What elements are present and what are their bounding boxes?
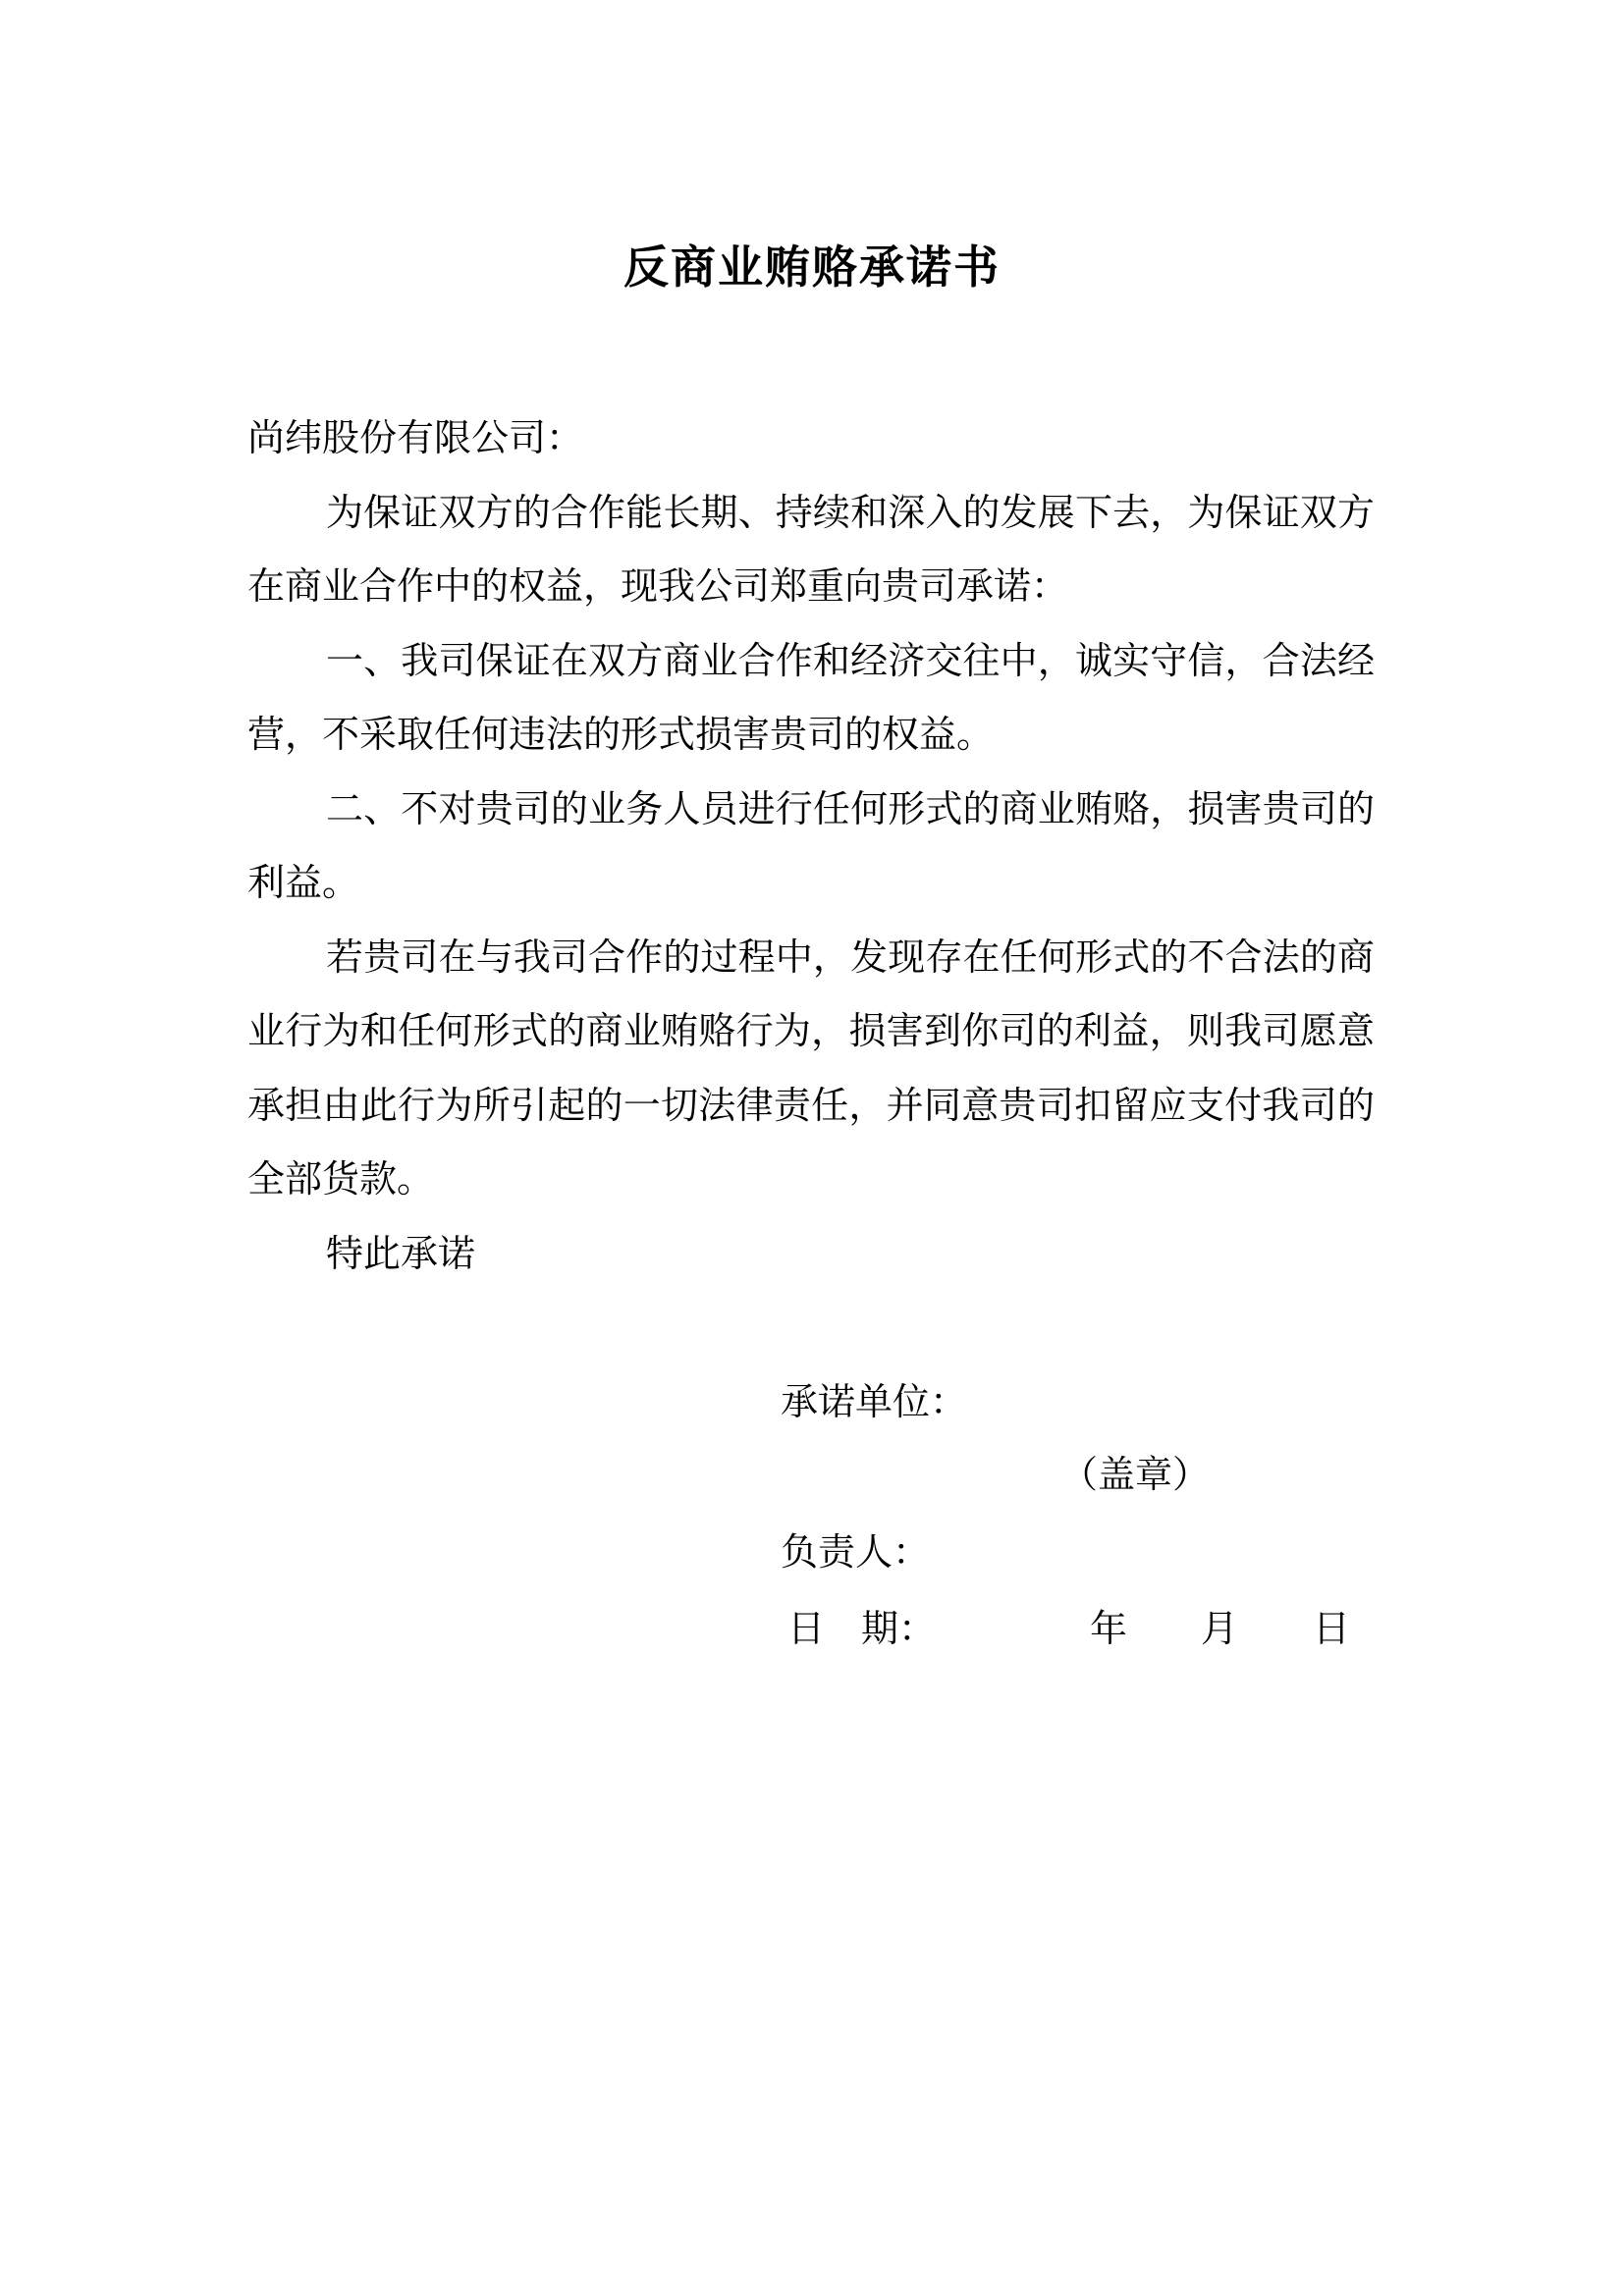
body-line: 业行为和任何形式的商业贿赂行为，损害到你司的利益，则我司愿意 bbox=[247, 1011, 1375, 1052]
document-title: 反商业贿赂承诺书 bbox=[623, 242, 1001, 293]
date-label-qi: 期： bbox=[861, 1609, 937, 1650]
month-label: 月 bbox=[1201, 1609, 1239, 1650]
body-line: 一、我司保证在双方商业合作和经济交往中，诚实守信，合法经 bbox=[326, 641, 1375, 682]
salutation-line: 尚纬股份有限公司： bbox=[247, 418, 584, 459]
body-line: 为保证双方的合作能长期、持续和深入的发展下去，为保证双方 bbox=[326, 493, 1375, 534]
closing-line: 特此承诺 bbox=[326, 1234, 476, 1275]
signature-unit-label: 承诺单位： bbox=[781, 1382, 968, 1423]
body-line: 二、不对贵司的业务人员进行任何形式的商业贿赂，损害贵司的 bbox=[326, 789, 1375, 830]
body-line: 在商业合作中的权益，现我公司郑重向贵司承诺： bbox=[247, 566, 1069, 608]
seal-note: （盖章） bbox=[1060, 1455, 1211, 1496]
body-line: 全部货款。 bbox=[247, 1159, 435, 1201]
body-line: 承担由此行为所引起的一切法律责任，并同意贵司扣留应支付我司的 bbox=[247, 1086, 1375, 1127]
signature-person-label: 负责人： bbox=[781, 1532, 931, 1574]
body-line: 利益。 bbox=[247, 863, 360, 904]
date-label-ri: 日 bbox=[787, 1609, 826, 1650]
body-line: 若贵司在与我司合作的过程中，发现存在任何形式的不合法的商 bbox=[326, 937, 1375, 979]
body-line: 营，不采取任何违法的形式损害贵司的权益。 bbox=[247, 715, 995, 756]
year-label: 年 bbox=[1090, 1609, 1128, 1650]
day-label: 日 bbox=[1313, 1609, 1351, 1650]
